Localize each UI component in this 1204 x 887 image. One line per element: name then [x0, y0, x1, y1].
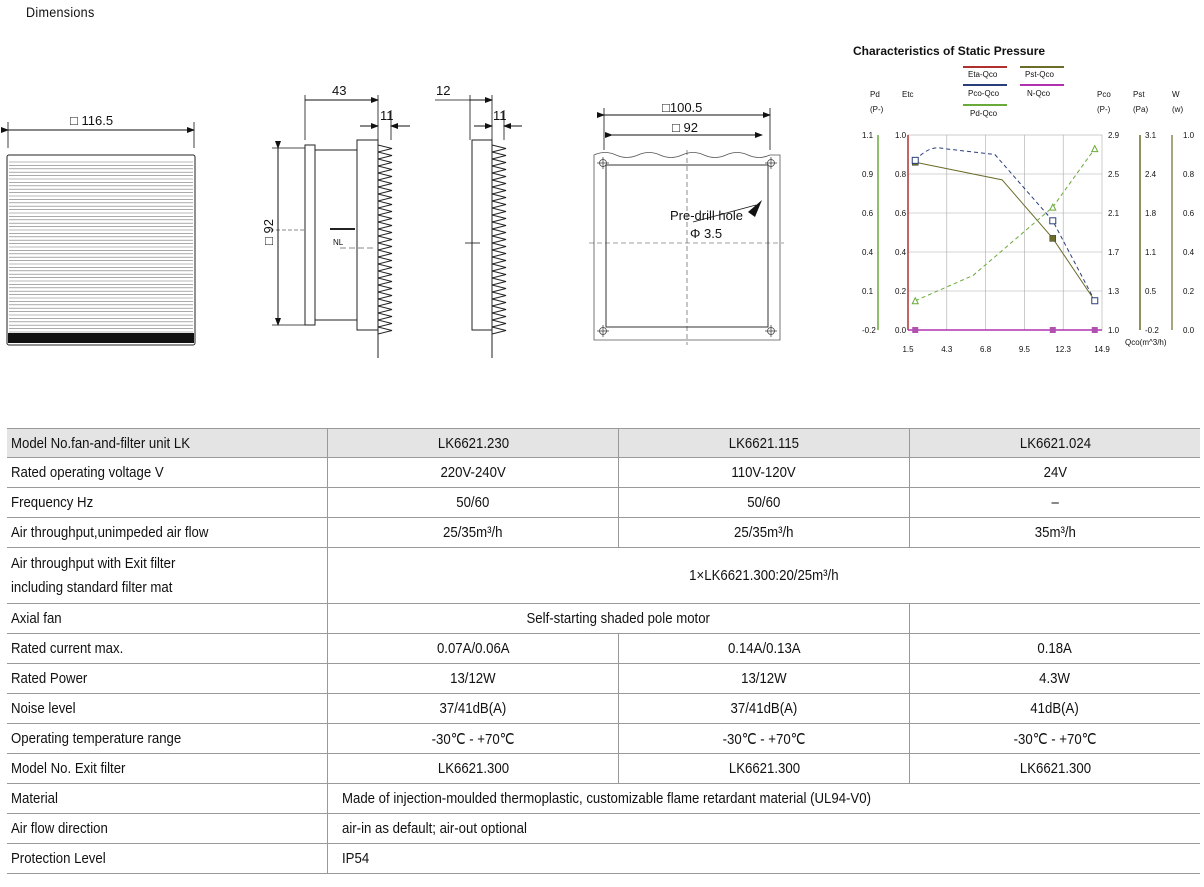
- table-cell: LK6621.024: [910, 429, 1201, 458]
- tick-label: 0.6: [1183, 209, 1195, 218]
- filter-flange-label: 11: [493, 108, 507, 123]
- row-label: Rated operating voltage V: [7, 458, 328, 488]
- table-cell: –: [910, 488, 1201, 518]
- tick-label: 1.3: [1108, 287, 1120, 296]
- row-label: Model No. Exit filter: [7, 754, 328, 784]
- row-label: Air throughput with Exit filter including standard filter mat: [7, 548, 328, 604]
- tick-label: 1.0: [895, 131, 907, 140]
- row-label: Rated current max.: [7, 634, 328, 664]
- row-label: Noise level: [7, 694, 328, 724]
- side-height-label: □ 92: [261, 219, 276, 245]
- predrill-label: Pre-drill hole: [670, 208, 743, 223]
- side-depth-label: 43: [332, 83, 347, 98]
- cutout-drawing: [589, 100, 784, 345]
- tick-label: 2.4: [1145, 170, 1157, 179]
- data-point: [1092, 146, 1098, 152]
- row-label: Model No.fan-and-filter unit LK: [7, 429, 328, 458]
- predrill-dia-label: Φ 3.5: [690, 226, 723, 241]
- legend-pst: Pst-Qco: [1025, 70, 1054, 79]
- series-line-Pst-Qco: [915, 162, 1095, 300]
- drawings-and-chart: [0, 0, 1204, 420]
- table-cell: 0.14A/0.13A: [619, 634, 910, 664]
- front-frame: [7, 155, 195, 345]
- table-cell: -30℃ - +70℃: [619, 724, 910, 754]
- tick-label: 0.0: [895, 326, 907, 335]
- table-cell: 0.07A/0.06A: [328, 634, 619, 664]
- tick-label: 1.1: [1145, 248, 1157, 257]
- table-row: [7, 518, 1200, 548]
- tick-label: -0.2: [862, 326, 876, 335]
- tick-label: 0.5: [1145, 287, 1157, 296]
- x-axis-label: Qco(m^3/h): [1125, 338, 1167, 347]
- data-point: [912, 157, 918, 163]
- tick-label: 3.1: [1145, 131, 1157, 140]
- svg-text:(P-): (P-): [1097, 105, 1111, 114]
- x-tick-label: 1.5: [902, 345, 914, 354]
- spec-table: [7, 428, 1200, 874]
- table-cell: LK6621.300: [328, 754, 619, 784]
- data-point: [1092, 298, 1098, 304]
- x-tick-label: 4.3: [941, 345, 953, 354]
- table-row: [7, 488, 1200, 518]
- cutout-outer-label: □100.5: [662, 100, 703, 115]
- table-cell: 13/12W: [619, 664, 910, 694]
- table-cell: 110V-120V: [619, 458, 910, 488]
- table-row: [7, 754, 1200, 784]
- tick-label: 0.2: [895, 287, 907, 296]
- tick-label: 0.1: [862, 287, 874, 296]
- filter-depth-label: 12: [436, 83, 451, 98]
- table-row: [7, 814, 1200, 844]
- tick-label: 1.1: [862, 131, 874, 140]
- tick-label: 1.0: [1183, 131, 1195, 140]
- data-point: [912, 327, 918, 333]
- x-tick-label: 12.3: [1055, 345, 1071, 354]
- tick-label: 0.8: [895, 170, 907, 179]
- svg-text:W: W: [1172, 90, 1180, 99]
- row-label: Protection Level: [7, 844, 328, 874]
- chart-title: Characteristics of Static Pressure: [853, 44, 1046, 58]
- table-row: [7, 458, 1200, 488]
- table-cell: -30℃ - +70℃: [910, 724, 1201, 754]
- tick-label: 2.1: [1108, 209, 1120, 218]
- table-cell: 25/35m³/h: [328, 518, 619, 548]
- table-cell: IP54: [328, 844, 1201, 874]
- table-row: [7, 694, 1200, 724]
- tick-label: 0.2: [1183, 287, 1195, 296]
- front-width-label: □ 116.5: [70, 113, 114, 128]
- series-line-Pco-Qco: [915, 148, 1095, 301]
- table-cell: 35m³/h: [910, 518, 1201, 548]
- x-tick-label: 14.9: [1094, 345, 1110, 354]
- table-row: [7, 604, 1200, 634]
- tick-label: 0.0: [1183, 326, 1195, 335]
- table-cell: LK6621.115: [619, 429, 910, 458]
- svg-text:(P-): (P-): [870, 105, 884, 114]
- table-row: [7, 548, 1200, 604]
- table-cell: 50/60: [619, 488, 910, 518]
- table-row: [7, 844, 1200, 874]
- table-cell: air-in as default; air-out optional: [328, 814, 1201, 844]
- table-row: [7, 429, 1200, 458]
- svg-text:Pd: Pd: [870, 90, 880, 99]
- tick-label: 0.6: [895, 209, 907, 218]
- table-cell: [910, 604, 1201, 634]
- tick-label: 2.5: [1108, 170, 1120, 179]
- svg-text:Pst: Pst: [1133, 90, 1145, 99]
- x-tick-label: 6.8: [980, 345, 992, 354]
- data-point: [1050, 235, 1056, 241]
- tick-label: 0.9: [862, 170, 874, 179]
- tick-label: 0.8: [1183, 170, 1195, 179]
- tick-label: 0.4: [895, 248, 907, 257]
- data-point: [1050, 327, 1056, 333]
- table-row: [7, 634, 1200, 664]
- tick-label: 2.9: [1108, 131, 1120, 140]
- legend-pco: Pco-Qco: [968, 89, 1000, 98]
- legend-eta: Eta-Qco: [968, 70, 998, 79]
- table-cell: 4.3W: [910, 664, 1201, 694]
- table-row: [7, 784, 1200, 814]
- svg-text:(w): (w): [1172, 105, 1184, 114]
- table-cell: Self-starting shaded pole motor: [328, 604, 910, 634]
- tick-label: 1.0: [1108, 326, 1120, 335]
- chart-legend: [963, 67, 1064, 118]
- row-label: Axial fan: [7, 604, 328, 634]
- svg-text:(Pa): (Pa): [1133, 105, 1149, 114]
- filter-side-view-drawing: [435, 83, 522, 358]
- svg-text:NL: NL: [333, 238, 344, 247]
- table-cell: 13/12W: [328, 664, 619, 694]
- table-row: [7, 724, 1200, 754]
- row-label: Rated Power: [7, 664, 328, 694]
- table-cell: 50/60: [328, 488, 619, 518]
- table-row: [7, 664, 1200, 694]
- table-cell: 0.18A: [910, 634, 1201, 664]
- table-cell: 37/41dB(A): [328, 694, 619, 724]
- tick-label: 1.7: [1108, 248, 1120, 257]
- tick-label: 1.8: [1145, 209, 1157, 218]
- svg-text:Pco: Pco: [1097, 90, 1111, 99]
- static-pressure-chart: [853, 44, 1195, 354]
- svg-text:Etc: Etc: [902, 90, 914, 99]
- row-label: Material: [7, 784, 328, 814]
- table-cell: 220V-240V: [328, 458, 619, 488]
- row-label: Air flow direction: [7, 814, 328, 844]
- section-title: Dimensions: [26, 4, 95, 20]
- data-point: [912, 298, 918, 304]
- table-cell: -30℃ - +70℃: [328, 724, 619, 754]
- table-cell: LK6621.230: [328, 429, 619, 458]
- front-bottom-bar: [8, 333, 194, 343]
- x-tick-label: 9.5: [1018, 345, 1030, 354]
- table-cell: 24V: [910, 458, 1201, 488]
- table-cell: LK6621.300: [619, 754, 910, 784]
- front-view-drawing: [7, 113, 195, 345]
- table-cell: 1×LK6621.300:20/25m³/h: [328, 548, 1201, 604]
- table-cell: 41dB(A): [910, 694, 1201, 724]
- side-view-drawing: [261, 83, 410, 358]
- tick-label: 0.4: [1183, 248, 1195, 257]
- side-flange-label: 11: [380, 108, 394, 123]
- data-point: [1092, 327, 1098, 333]
- row-label: Frequency Hz: [7, 488, 328, 518]
- data-point: [1050, 218, 1056, 224]
- tick-label: 0.4: [862, 248, 874, 257]
- row-label: Operating temperature range: [7, 724, 328, 754]
- legend-n: N-Qco: [1027, 89, 1051, 98]
- table-cell: 25/35m³/h: [619, 518, 910, 548]
- row-label: Air throughput,unimpeded air flow: [7, 518, 328, 548]
- tick-label: -0.2: [1145, 326, 1159, 335]
- tick-label: 0.6: [862, 209, 874, 218]
- table-cell: LK6621.300: [910, 754, 1201, 784]
- series-line-Pd-Qco: [915, 149, 1095, 301]
- table-cell: 37/41dB(A): [619, 694, 910, 724]
- table-cell: Made of injection-moulded thermoplastic, customizable flame retardant material (UL94-V0): [328, 784, 1201, 814]
- legend-pd: Pd-Qco: [970, 109, 998, 118]
- cutout-inner-label: □ 92: [672, 120, 698, 135]
